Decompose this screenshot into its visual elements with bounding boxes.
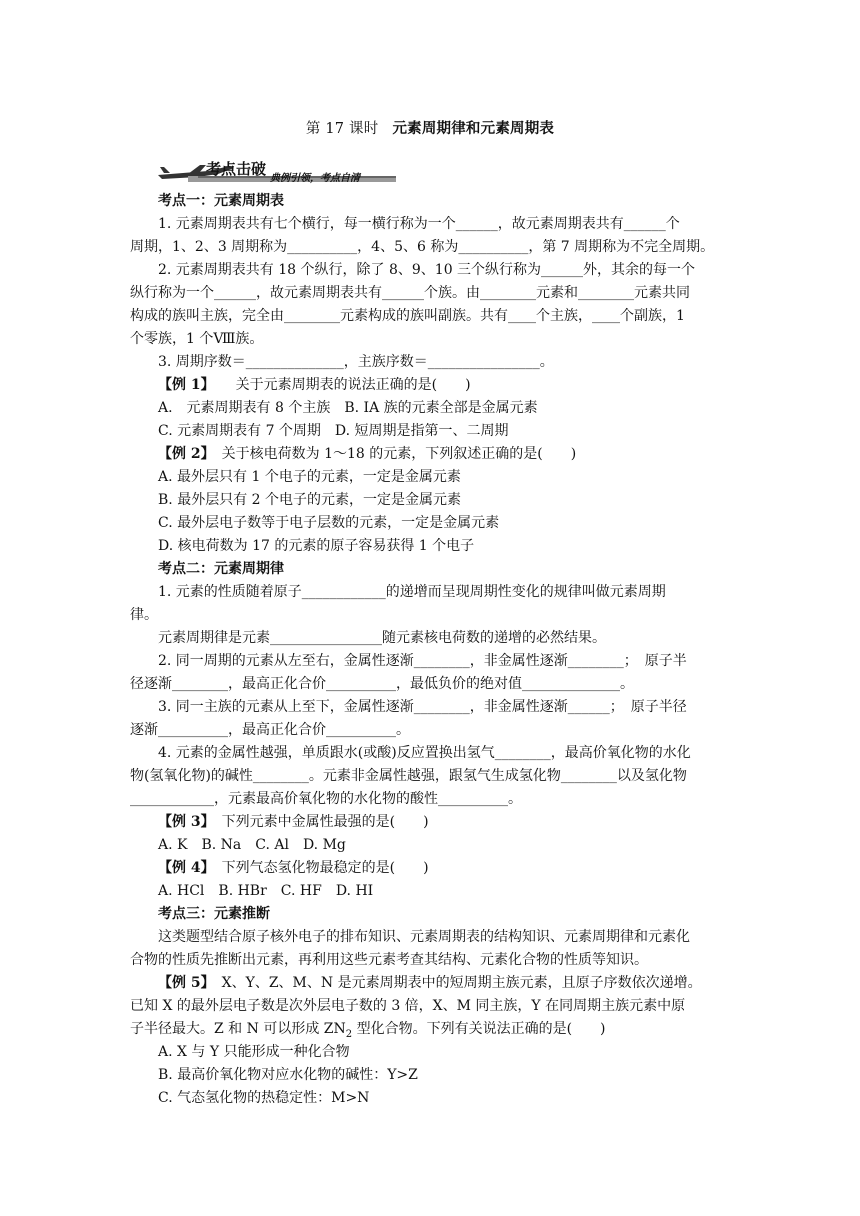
lesson-topic: 元素周期律和元素周期表	[392, 120, 555, 137]
option-line: A. HCl B. HBr C. HF D. HI	[158, 883, 374, 899]
document-body	[130, 190, 730, 1110]
example-question	[130, 857, 730, 880]
example-text: 下列元素中金属性最强的是( )	[207, 814, 429, 830]
example-text: 关于核电荷数为 1～18 的元素，下列叙述正确的是( )	[207, 446, 577, 462]
text-line: 这类题型结合原子核外电子的排布知识、元素周期表的结构知识、元素周期律和元素化	[158, 929, 690, 945]
text-line: 3. 周期序数＝______________，主族序数＝________________。	[158, 354, 554, 370]
text-line: 1. 元素周期表共有七个横行，每一横行称为一个______，故元素周期表共有______个	[158, 216, 680, 232]
example-tag: 【例 1】	[158, 377, 208, 393]
text-line: ____________，元素最高价氧化物的水化物的酸性__________。	[130, 791, 522, 807]
example-question	[130, 443, 730, 466]
section-heading: 考点三：元素推断	[158, 906, 270, 922]
text-line: 径逐渐________，最高正化合价__________，最低负价的绝对值______________。	[130, 676, 634, 692]
text-line: 2. 同一周期的元素从左至右，金属性逐渐________，非金属性逐渐________； 原子半	[158, 653, 687, 669]
text-line: 周期，1、2、3 周期称为__________，4、5、6 称为__________，第 7 周期称为不完全周期。	[130, 239, 715, 255]
lesson-number: 第 17 课时	[305, 121, 379, 137]
example-text: 下列气态氢化物最稳定的是( )	[207, 860, 429, 876]
text-line: 律。	[130, 607, 158, 623]
section-banner	[158, 157, 398, 185]
option-line: C. 气态氢化物的热稳定性：M>N	[158, 1090, 370, 1106]
text-line: 纵行称为一个______，故元素周期表共有______个族。由________元素和________元素共同	[130, 285, 690, 301]
option-line: A. 元素周期表有 8 个主族 B. ⅠA 族的元素全部是金属元素	[158, 400, 538, 416]
option-line: C. 最外层电子数等于电子层数的元素，一定是金属元素	[158, 515, 500, 531]
option-line: B. 最外层只有 2 个电子的元素，一定是金属元素	[158, 492, 461, 508]
text-fragment: 型化合物。下列有关说法正确的是( )	[352, 1021, 606, 1037]
example-tag: 【例 4】	[158, 860, 208, 876]
example-tag: 【例 2】	[158, 446, 208, 462]
example-text: X、Y、Z、M、N 是元素周期表中的短周期主族元素，且原子序数依次递增。	[207, 975, 702, 991]
example-tag: 【例 5】	[158, 975, 208, 991]
text-line: 4. 元素的金属性越强，单质跟水(或酸)反应置换出氢气________，最高价氧化物的水化	[158, 745, 691, 761]
subscript: 2	[345, 1028, 353, 1040]
text-line: 物(氢氧化物)的碱性________。元素非金属性越强，跟氢气生成氢化物________以及氢化物	[130, 768, 687, 784]
example-question	[130, 972, 730, 995]
text-line: 1. 元素的性质随着原子____________的递增而呈现周期性变化的规律叫做元素周期	[158, 584, 666, 600]
text-line	[130, 1018, 730, 1041]
text-line: 已知 X 的最外层电子数是次外层电子数的 3 倍，X、M 同主族，Y 在同周期主族元素中原	[130, 998, 686, 1014]
option-line: A. K B. Na C. Al D. Mg	[158, 837, 346, 853]
text-line: 个零族，1 个Ⅷ族。	[130, 331, 264, 347]
section-heading: 考点一：元素周期表	[158, 193, 284, 209]
banner-sub: 典例引领，考点自清	[270, 173, 360, 184]
example-text: 关于元素周期表的说法正确的是( )	[207, 377, 471, 393]
lesson-title	[0, 117, 860, 141]
banner-main: 考点击破	[206, 161, 267, 178]
text-line: 3. 同一主族的元素从上至下，金属性逐渐________，非金属性逐渐______； 原子半径	[158, 699, 687, 715]
section-heading: 考点二：元素周期律	[158, 561, 284, 577]
example-tag: 【例 3】	[158, 814, 208, 830]
option-line: D. 核电荷数为 17 的元素的原子容易获得 1 个电子	[158, 538, 475, 554]
text-line: 构成的族叫主族，完全由________元素构成的族叫副族。共有____个主族，____个副族，1	[130, 308, 685, 324]
text-line: 2. 元素周期表共有 18 个纵行，除了 8、9、10 三个纵行称为______外，其余的每一个	[158, 262, 696, 278]
example-question	[130, 374, 730, 397]
text-fragment: 子半径最大。Z 和 N 可以形成 ZN	[130, 1021, 346, 1037]
example-question	[130, 811, 730, 834]
option-line: C. 元素周期表有 7 个周期 D. 短周期是指第一、二周期	[158, 423, 509, 439]
text-line: 元素周期律是元素________________随元素核电荷数的递增的必然结果。	[158, 630, 606, 646]
option-line: A. 最外层只有 1 个电子的元素，一定是金属元素	[158, 469, 461, 485]
option-line: A. X 与 Y 只能形成一种化合物	[158, 1044, 350, 1060]
text-line: 逐渐__________，最高正化合价__________。	[130, 722, 410, 738]
option-line: B. 最高价氧化物对应水化物的碱性：Y>Z	[158, 1067, 418, 1083]
text-line: 合物的性质先推断出元素，再利用这些元素考查其结构、元素化合物的性质等知识。	[130, 952, 648, 968]
